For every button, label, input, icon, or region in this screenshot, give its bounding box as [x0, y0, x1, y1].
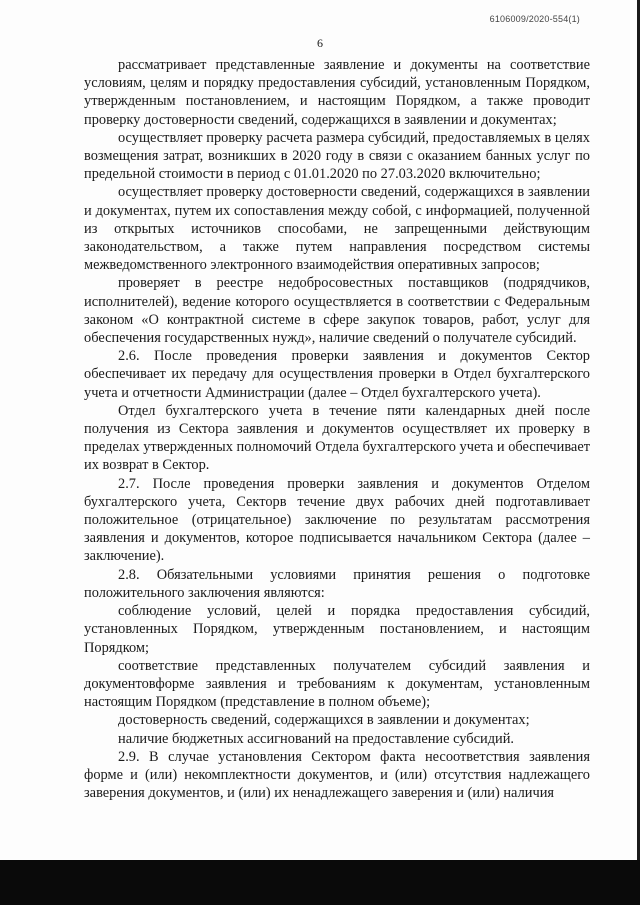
paragraph: соответствие представленных получателем субсидий заявления и документовформе заявления и требованиям к документам, установленным настоящим Порядком (представление в полном объеме); — [84, 657, 590, 711]
document-number: 6106009/2020-554(1) — [489, 14, 580, 24]
paragraph: соблюдение условий, целей и порядка предоставления субсидий, установленных Порядком, утвержденным постановлением, и настоящим Порядком; — [84, 603, 590, 656]
paragraph: 2.6. После проведения проверки заявления и документов Сектор обеспечивает их передачу для осуществления проверки в Отдел бухгалтерского учета и отчетности Администрации (далее – Отдел бухгалтерского учета). — [84, 348, 590, 401]
paragraph: Отдел бухгалтерского учета в течение пяти календарных дней после получения из Сектора заявления и документов осуществляет их проверку в пределах утвержденных полномочий Отдела бухгалтерского учета и обеспечивает их возврат в Сектор. — [84, 402, 590, 474]
paragraph: 2.8. Обязательными условиями принятия решения о подготовке положительного заключения являются: — [84, 566, 590, 601]
paragraph: рассматривает представленные заявление и документы на соответствие условиям, целям и порядку предоставления субсидий, установленным Порядком, утвержденным постановлением, и настоящим Порядком, а также проводит проверку достоверности сведений, содержащихся в заявлении и документах; — [84, 57, 590, 128]
paragraph: осуществляет проверку расчета размера субсидий, предоставляемых в целях возмещения затрат, возникших в 2020 году в связи с оказанием банных услуг по предельной стоимости в период с 01.01.2020 по 27.03.2020 включительно; — [84, 129, 590, 183]
paragraph: достоверность сведений, содержащихся в заявлении и документах; — [118, 712, 530, 729]
paragraph: наличие бюджетных ассигнований на предоставление субсидий. — [118, 730, 515, 747]
paragraph: 2.9. В случае установления Сектором факта несоответствия заявления форме и (или) некомплектности документов, и (или) отсутствия надлежащего заверения документов, и (или) их ненадлежащего заверения и (или) наличия — [84, 748, 590, 802]
document-body — [84, 56, 590, 802]
scan-bottom-border — [0, 860, 640, 905]
page-number: 6 — [317, 36, 323, 50]
paragraph: 2.7. После проведения проверки заявления и документов Отделом бухгалтерского учета, Секторв течение двух рабочих дней подготавливает положительное (отрицательное) заключение по результатам рассмотрения заявления и документов, которое подписывается начальником Сектора (далее – заключение). — [84, 475, 590, 565]
paragraph: проверяет в реестре недобросовестных поставщиков (подрядчиков, исполнителей), ведение которого осуществляется в соответствии с Федеральным законом «О контрактной системе в сфере закупок товаров, работ, услуг для обеспечения государственных нужд», наличие сведений о получателе субсидий. — [84, 275, 590, 347]
paragraph: осуществляет проверку достоверности сведений, содержащихся в заявлении и документах, путем их сопоставления между собой, с информацией, полученной из открытых источников способами, не запрещенными действующим законодательством, а также путем направления посредством системы межведомственного электронного взаимодействия оперативных запросов; — [84, 184, 590, 274]
